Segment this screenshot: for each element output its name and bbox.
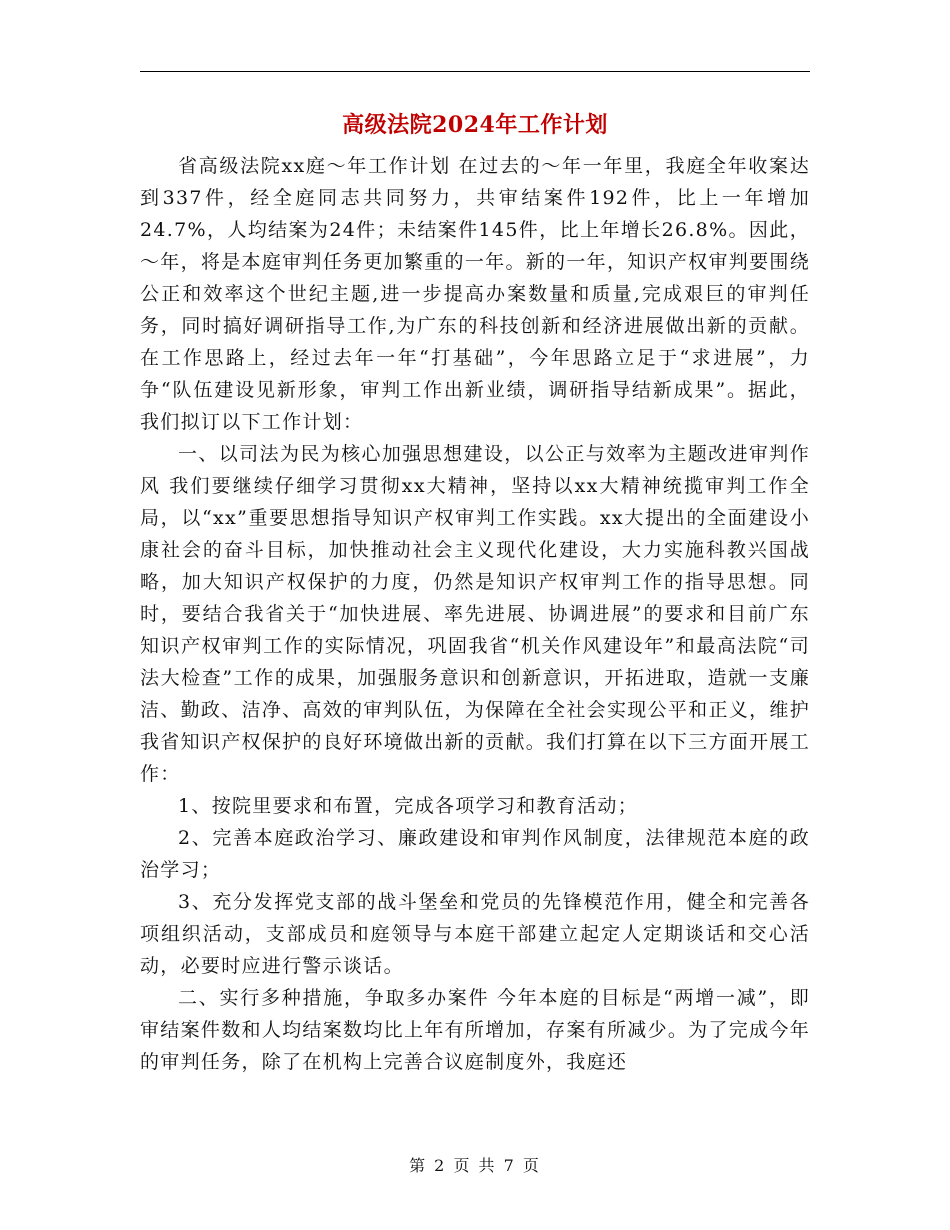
document-title: 高级法院2024年工作计划 xyxy=(342,112,608,138)
header-rule xyxy=(140,71,810,72)
list-item: 3、充分发挥党支部的战斗堡垒和党员的先锋模范作用，健全和完善各项组织活动，支部成员和庭领导与本庭干部建立起定人定期谈话和交心活动，必要时应进行警示谈话。 xyxy=(140,891,810,977)
paragraph: 省高级法院xx庭～年工作计划 在过去的～年一年里，我庭全年收案达到337件，经全庭同志共同努力，共审结案件192件，比上一年增加24.7%，人均结案为24件；未结案件145件，比上年增长26.8%。因此，～年，将是本庭审判任务更加繁重的一年。新的一年，知识产权审判要围绕公正和效率这个世纪主题,进一步提高办案数量和质量,完成艰巨的审判任务，同时搞好调研指导工作,为广东的科技创新和经济进展做出新的贡献。在工作思路上，经过去年一年“打基础”，今年思路立足于“求进展”，力争“队伍建设见新形象，审判工作出新业绩，调研指导结新成果”。据此，我们拟订以下工作计划： xyxy=(140,155,810,433)
document-body xyxy=(140,150,810,1078)
list-item: 2、完善本庭政治学习、廉政建设和审判作风制度，法律规范本庭的政治学习； xyxy=(140,827,810,881)
page-number: 第 2 页 共 7 页 xyxy=(409,1156,541,1175)
paragraph: 二、实行多种措施，争取多办案件 今年本庭的目标是“两增一减”，即审结案件数和人均结案数均比上年有所增加，存案有所减少。为了完成今年的审判任务，除了在机构上完善合议庭制度外，我庭还 xyxy=(140,987,810,1073)
paragraph: 一、以司法为民为核心加强思想建设，以公正与效率为主题改进审判作风 我们要继续仔细学习贯彻xx大精神，坚持以xx大精神统揽审判工作全局，以“xx”重要思想指导知识产权审判工作实践。xx大提出的全面建设小康社会的奋斗目标，加快推动社会主义现代化建设，大力实施科教兴国战略，加大知识产权保护的力度，仍然是知识产权审判工作的指导思想。同时，要结合我省关于“加快进展、率先进展、协调进展”的要求和目前广东知识产权审判工作的实际情况，巩固我省“机关作风建设年”和最高法院“司法大检查”工作的成果，加强服务意识和创新意识，开拓进取，造就一支廉洁、勤政、洁净、高效的审判队伍，为保障在全社会实现公平和正义，维护我省知识产权保护的良好环境做出新的贡献。我们打算在以下三方面开展工作： xyxy=(140,443,810,785)
list-item: 1、按院里要求和布置，完成各项学习和教育活动； xyxy=(178,795,638,817)
